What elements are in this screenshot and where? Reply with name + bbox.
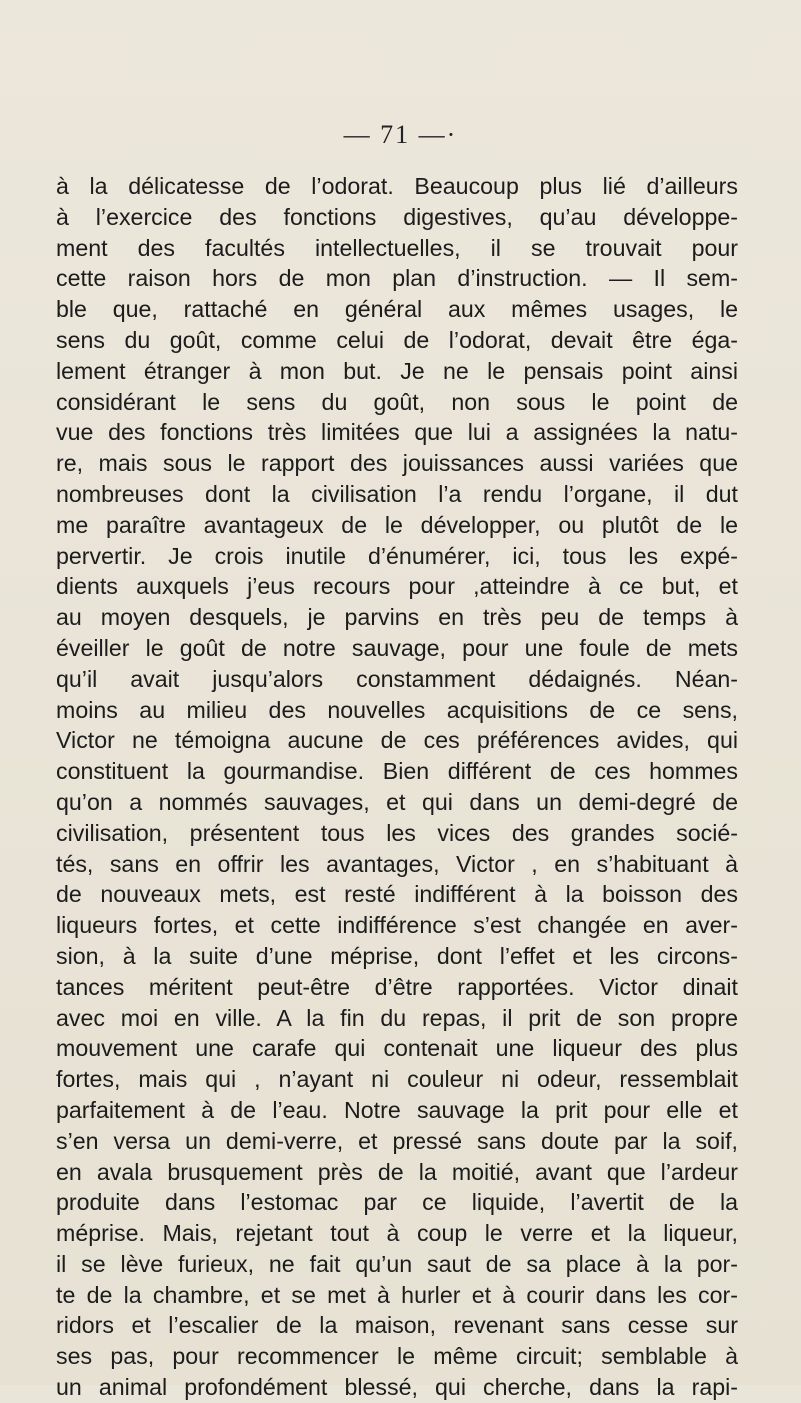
text-line: mouvement une carafe qui contenait une liqueur des plus: [56, 1035, 738, 1062]
text-line: Victor ne témoigna aucune de ces préférences avides, qui: [56, 727, 738, 754]
text-line: vue des fonctions très limitées que lui a assignées la natu-: [56, 419, 738, 446]
text-line: sion, à la suite d’une méprise, dont l’effet et les circons-: [56, 942, 738, 969]
text-line: de nouveaux mets, est resté indifférent à la boisson des: [56, 881, 738, 908]
text-line: à l’exercice des fonctions digestives, qu’au développe-: [56, 203, 738, 230]
text-line: considérant le sens du goût, non sous le point de: [56, 388, 738, 415]
text-line: dients auxquels j’eus recours pour ,atteindre à ce but, et: [56, 573, 738, 600]
text-line: un animal profondément blessé, qui cherche, dans la rapi-: [56, 1374, 738, 1401]
text-line: te de la chambre, et se met à hurler et à courir dans les cor-: [56, 1281, 738, 1308]
text-line: parfaitement à de l’eau. Notre sauvage la prit pour elle et: [56, 1096, 738, 1123]
text-line: éveiller le goût de notre sauvage, pour une foule de mets: [56, 634, 738, 661]
text-line: ses pas, pour recommencer le même circuit; semblable à: [56, 1343, 738, 1370]
text-line: tés, sans en offrir les avantages, Victor , en s’habituant à: [56, 850, 738, 877]
text-line: me paraître avantageux de le développer, ou plutôt de le: [56, 511, 738, 538]
text-line: s’en versa un demi-verre, et pressé sans doute par la soif,: [56, 1127, 738, 1154]
text-line: re, mais sous le rapport des jouissances aussi variées que: [56, 450, 738, 477]
text-line: liqueurs fortes, et cette indifférence s’est changée en aver-: [56, 912, 738, 939]
text-line: fortes, mais qui , n’ayant ni couleur ni odeur, ressemblait: [56, 1066, 738, 1093]
page-number: — 71 —·: [343, 120, 458, 149]
text-line: nombreuses dont la civilisation l’a rendu l’organe, il dut: [56, 480, 738, 507]
text-line: sens du goût, comme celui de l’odorat, devait être éga-: [56, 326, 738, 353]
text-line: à la délicatesse de l’odorat. Beaucoup plus lié d’ailleurs: [56, 173, 738, 199]
text-line: ment des facultés intellectuelles, il se trouvait pour: [56, 234, 738, 261]
text-line: en avala brusquement près de la moitié, avant que l’ardeur: [56, 1158, 738, 1185]
text-line: pervertir. Je crois inutile d’énumérer, ici, tous les expé-: [56, 542, 738, 569]
text-line: civilisation, présentent tous les vices des grandes socié-: [56, 819, 738, 846]
text-line: méprise. Mais, rejetant tout à coup le verre et la liqueur,: [56, 1220, 738, 1247]
text-line: au moyen desquels, je parvins en très peu de temps à: [56, 604, 738, 631]
text-line: lement étranger à mon but. Je ne le pensais point ainsi: [56, 357, 738, 384]
text-line: qu’il avait jusqu’alors constamment dédaignés. Néan-: [56, 665, 738, 692]
text-line: ble que, rattaché en général aux mêmes usages, le: [56, 296, 738, 323]
text-line: cette raison hors de mon plan d’instruction. — Il sem-: [56, 265, 738, 292]
text-line: tances méritent peut-être d’être rapportées. Victor dinait: [56, 973, 738, 1000]
text-line: qu’on a nommés sauvages, et qui dans un demi-degré de: [56, 788, 738, 815]
body-text: [56, 171, 738, 1403]
text-line: il se lève furieux, ne fait qu’un saut de sa place à la por-: [56, 1250, 738, 1277]
text-line: produite dans l’estomac par ce liquide, l’avertit de la: [56, 1189, 738, 1216]
text-line: ridors et l’escalier de la maison, revenant sans cesse sur: [56, 1312, 738, 1339]
text-line: moins au milieu des nouvelles acquisitions de ce sens,: [56, 696, 738, 723]
text-line: constituent la gourmandise. Bien différent de ces hommes: [56, 758, 738, 785]
text-line: avec moi en ville. A la fin du repas, il prit de son propre: [56, 1004, 738, 1031]
